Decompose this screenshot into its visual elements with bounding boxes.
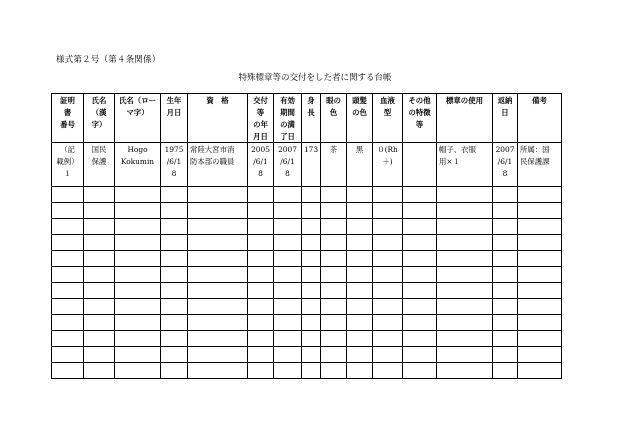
empty-cell bbox=[347, 235, 373, 251]
empty-cell bbox=[373, 187, 403, 203]
empty-cell bbox=[84, 219, 115, 235]
empty-cell bbox=[188, 299, 248, 315]
empty-cell bbox=[188, 331, 248, 347]
empty-cell bbox=[347, 203, 373, 219]
document-title: 特殊標章等の交付をした者に関する台帳 bbox=[238, 73, 392, 83]
header-remarks: 備考 bbox=[518, 94, 562, 143]
empty-cell bbox=[274, 267, 302, 283]
empty-cell bbox=[437, 315, 493, 331]
empty-cell bbox=[274, 299, 302, 315]
empty-cell bbox=[347, 347, 373, 363]
empty-cell bbox=[347, 315, 373, 331]
empty-cell bbox=[347, 219, 373, 235]
empty-row bbox=[52, 187, 562, 203]
empty-cell bbox=[403, 235, 437, 251]
cell-qualification: 常陸大宮市消 防本部の職員 bbox=[188, 143, 248, 187]
empty-cell bbox=[403, 267, 437, 283]
empty-cell bbox=[52, 251, 84, 267]
example-row bbox=[52, 143, 562, 187]
empty-cell bbox=[347, 283, 373, 299]
empty-cell bbox=[188, 363, 248, 379]
cell-eye-color: 茶 bbox=[321, 143, 347, 187]
empty-cell bbox=[248, 299, 274, 315]
empty-row bbox=[52, 219, 562, 235]
empty-cell bbox=[115, 203, 161, 219]
empty-cell bbox=[493, 251, 518, 267]
empty-cell bbox=[493, 203, 518, 219]
empty-row bbox=[52, 203, 562, 219]
empty-cell bbox=[437, 331, 493, 347]
empty-cell bbox=[84, 203, 115, 219]
empty-cell bbox=[493, 267, 518, 283]
empty-cell bbox=[373, 267, 403, 283]
empty-cell bbox=[115, 363, 161, 379]
empty-cell bbox=[302, 235, 321, 251]
empty-cell bbox=[321, 235, 347, 251]
empty-cell bbox=[248, 219, 274, 235]
empty-cell bbox=[52, 299, 84, 315]
empty-cell bbox=[403, 187, 437, 203]
empty-cell bbox=[248, 203, 274, 219]
empty-cell bbox=[373, 283, 403, 299]
header-birthdate: 生年 月日 bbox=[161, 94, 188, 143]
empty-cell bbox=[188, 203, 248, 219]
empty-cell bbox=[115, 267, 161, 283]
cell-hair-color: 黒 bbox=[347, 143, 373, 187]
cell-other-features bbox=[403, 143, 437, 187]
empty-cell bbox=[84, 251, 115, 267]
empty-cell bbox=[84, 187, 115, 203]
empty-cell bbox=[52, 363, 84, 379]
empty-cell bbox=[115, 187, 161, 203]
cell-blood-type: ０(Rh ＋) bbox=[373, 143, 403, 187]
empty-cell bbox=[518, 315, 562, 331]
empty-cell bbox=[321, 251, 347, 267]
empty-cell bbox=[84, 299, 115, 315]
empty-cell bbox=[321, 283, 347, 299]
empty-cell bbox=[321, 331, 347, 347]
empty-cell bbox=[321, 299, 347, 315]
empty-cell bbox=[437, 187, 493, 203]
empty-cell bbox=[188, 267, 248, 283]
empty-row bbox=[52, 283, 562, 299]
cell-expiry-date: 2007 /6/1 8 bbox=[274, 143, 302, 187]
empty-row bbox=[52, 363, 562, 379]
empty-cell bbox=[52, 203, 84, 219]
header-row bbox=[52, 94, 562, 143]
empty-row bbox=[52, 251, 562, 267]
empty-cell bbox=[84, 331, 115, 347]
empty-cell bbox=[274, 235, 302, 251]
empty-cell bbox=[161, 315, 188, 331]
cell-height: 173 bbox=[302, 143, 321, 187]
empty-cell bbox=[161, 251, 188, 267]
empty-cell bbox=[403, 219, 437, 235]
empty-cell bbox=[403, 299, 437, 315]
empty-cell bbox=[248, 187, 274, 203]
empty-cell bbox=[403, 347, 437, 363]
empty-cell bbox=[52, 331, 84, 347]
empty-cell bbox=[302, 315, 321, 331]
empty-cell bbox=[274, 363, 302, 379]
empty-cell bbox=[274, 219, 302, 235]
cell-cert-number: （記 載例） １ bbox=[52, 143, 84, 187]
header-eye-color: 眼の 色 bbox=[321, 94, 347, 143]
empty-cell bbox=[373, 251, 403, 267]
empty-cell bbox=[321, 219, 347, 235]
empty-cell bbox=[493, 219, 518, 235]
empty-cell bbox=[188, 251, 248, 267]
empty-cell bbox=[493, 331, 518, 347]
empty-cell bbox=[115, 283, 161, 299]
empty-cell bbox=[188, 283, 248, 299]
empty-cell bbox=[518, 219, 562, 235]
cell-emblem-use: 帽子、衣服 用×１ bbox=[437, 143, 493, 187]
empty-cell bbox=[493, 363, 518, 379]
header-hair-color: 頭髪 の色 bbox=[347, 94, 373, 143]
empty-cell bbox=[321, 363, 347, 379]
empty-cell bbox=[347, 267, 373, 283]
empty-cell bbox=[115, 251, 161, 267]
empty-cell bbox=[437, 299, 493, 315]
empty-cell bbox=[248, 315, 274, 331]
empty-cell bbox=[437, 235, 493, 251]
cell-name-kanji: 国民 保護 bbox=[84, 143, 115, 187]
empty-cell bbox=[84, 283, 115, 299]
empty-cell bbox=[115, 315, 161, 331]
empty-row bbox=[52, 299, 562, 315]
empty-cell bbox=[347, 331, 373, 347]
empty-cell bbox=[321, 187, 347, 203]
empty-cell bbox=[248, 267, 274, 283]
cell-remarks: 所属：国 民保護課 bbox=[518, 143, 562, 187]
empty-cell bbox=[347, 187, 373, 203]
empty-cell bbox=[347, 363, 373, 379]
empty-cell bbox=[188, 187, 248, 203]
empty-cell bbox=[302, 283, 321, 299]
empty-cell bbox=[161, 331, 188, 347]
empty-cell bbox=[115, 235, 161, 251]
empty-cell bbox=[115, 219, 161, 235]
empty-cell bbox=[493, 347, 518, 363]
empty-cell bbox=[188, 219, 248, 235]
empty-cell bbox=[161, 299, 188, 315]
empty-cell bbox=[518, 331, 562, 347]
empty-cell bbox=[493, 187, 518, 203]
empty-cell bbox=[52, 235, 84, 251]
empty-cell bbox=[493, 235, 518, 251]
register-table bbox=[51, 93, 562, 379]
empty-cell bbox=[437, 267, 493, 283]
empty-cell bbox=[302, 203, 321, 219]
empty-cell bbox=[274, 251, 302, 267]
empty-cell bbox=[274, 283, 302, 299]
empty-cell bbox=[347, 299, 373, 315]
empty-cell bbox=[518, 203, 562, 219]
empty-cell bbox=[248, 235, 274, 251]
empty-row bbox=[52, 315, 562, 331]
empty-cell bbox=[321, 347, 347, 363]
empty-cell bbox=[52, 283, 84, 299]
empty-cell bbox=[437, 219, 493, 235]
cell-name-roman: Hogo Kokumin bbox=[115, 143, 161, 187]
empty-cell bbox=[373, 315, 403, 331]
empty-cell bbox=[518, 283, 562, 299]
empty-cell bbox=[373, 203, 403, 219]
empty-cell bbox=[274, 331, 302, 347]
empty-cell bbox=[518, 187, 562, 203]
empty-cell bbox=[302, 219, 321, 235]
empty-cell bbox=[161, 219, 188, 235]
empty-cell bbox=[161, 283, 188, 299]
empty-cell bbox=[321, 315, 347, 331]
empty-cell bbox=[115, 347, 161, 363]
empty-cell bbox=[84, 235, 115, 251]
header-name-roman: 氏名（ロー マ字） bbox=[115, 94, 161, 143]
empty-cell bbox=[403, 251, 437, 267]
empty-cell bbox=[437, 203, 493, 219]
empty-cell bbox=[302, 331, 321, 347]
empty-cell bbox=[493, 283, 518, 299]
empty-cell bbox=[52, 219, 84, 235]
empty-cell bbox=[161, 267, 188, 283]
header-name-kanji: 氏名 （漢 字） bbox=[84, 94, 115, 143]
empty-cell bbox=[518, 299, 562, 315]
empty-cell bbox=[302, 267, 321, 283]
empty-cell bbox=[321, 203, 347, 219]
empty-cell bbox=[518, 363, 562, 379]
empty-cell bbox=[302, 187, 321, 203]
header-issue-date: 交付 等 の年 月日 bbox=[248, 94, 274, 143]
cell-return-date: 2007 /6/1 8 bbox=[493, 143, 518, 187]
empty-cell bbox=[274, 347, 302, 363]
empty-cell bbox=[403, 363, 437, 379]
empty-row bbox=[52, 235, 562, 251]
empty-cell bbox=[518, 235, 562, 251]
empty-cell bbox=[52, 315, 84, 331]
empty-cell bbox=[437, 283, 493, 299]
header-expiry-date: 有効 期間 の満 了日 bbox=[274, 94, 302, 143]
empty-row bbox=[52, 267, 562, 283]
empty-cell bbox=[84, 363, 115, 379]
header-blood-type: 血液 型 bbox=[373, 94, 403, 143]
empty-cell bbox=[115, 331, 161, 347]
empty-cell bbox=[274, 315, 302, 331]
empty-cell bbox=[188, 315, 248, 331]
empty-cell bbox=[347, 251, 373, 267]
form-number-label: 様式第２号（第４条関係） bbox=[56, 55, 161, 65]
empty-cell bbox=[161, 203, 188, 219]
empty-cell bbox=[493, 315, 518, 331]
empty-cell bbox=[248, 331, 274, 347]
empty-cell bbox=[403, 203, 437, 219]
empty-cell bbox=[437, 347, 493, 363]
empty-cell bbox=[84, 267, 115, 283]
empty-cell bbox=[161, 347, 188, 363]
empty-cell bbox=[373, 299, 403, 315]
empty-cell bbox=[302, 347, 321, 363]
empty-cell bbox=[518, 267, 562, 283]
empty-cell bbox=[188, 347, 248, 363]
empty-cell bbox=[403, 315, 437, 331]
empty-cell bbox=[403, 283, 437, 299]
empty-cell bbox=[84, 315, 115, 331]
header-qualification: 資 格 bbox=[188, 94, 248, 143]
empty-cell bbox=[248, 251, 274, 267]
empty-cell bbox=[274, 187, 302, 203]
empty-cell bbox=[518, 347, 562, 363]
empty-cell bbox=[248, 363, 274, 379]
empty-cell bbox=[302, 363, 321, 379]
empty-cell bbox=[403, 331, 437, 347]
header-other-features: その他 の特徴 等 bbox=[403, 94, 437, 143]
header-emblem-use: 標章の使用 bbox=[437, 94, 493, 143]
empty-cell bbox=[248, 347, 274, 363]
empty-cell bbox=[437, 251, 493, 267]
empty-cell bbox=[373, 219, 403, 235]
empty-cell bbox=[84, 347, 115, 363]
empty-cell bbox=[321, 267, 347, 283]
empty-cell bbox=[52, 347, 84, 363]
empty-cell bbox=[373, 235, 403, 251]
header-return-date: 返納 日 bbox=[493, 94, 518, 143]
empty-cell bbox=[188, 235, 248, 251]
empty-cell bbox=[248, 283, 274, 299]
empty-row bbox=[52, 347, 562, 363]
empty-cell bbox=[518, 251, 562, 267]
empty-cell bbox=[302, 299, 321, 315]
empty-cell bbox=[274, 203, 302, 219]
empty-row bbox=[52, 331, 562, 347]
empty-cell bbox=[161, 235, 188, 251]
empty-cell bbox=[373, 347, 403, 363]
empty-cell bbox=[437, 363, 493, 379]
empty-cell bbox=[161, 363, 188, 379]
empty-cell bbox=[493, 299, 518, 315]
empty-cell bbox=[373, 331, 403, 347]
cell-issue-date: 2005 /6/1 8 bbox=[248, 143, 274, 187]
header-height: 身 長 bbox=[302, 94, 321, 143]
cell-birthdate: 1975 /6/1 8 bbox=[161, 143, 188, 187]
empty-cell bbox=[161, 187, 188, 203]
empty-cell bbox=[373, 363, 403, 379]
empty-cell bbox=[52, 187, 84, 203]
header-cert-number: 証明 書 番号 bbox=[52, 94, 84, 143]
empty-cell bbox=[302, 251, 321, 267]
empty-cell bbox=[52, 267, 84, 283]
empty-cell bbox=[115, 299, 161, 315]
